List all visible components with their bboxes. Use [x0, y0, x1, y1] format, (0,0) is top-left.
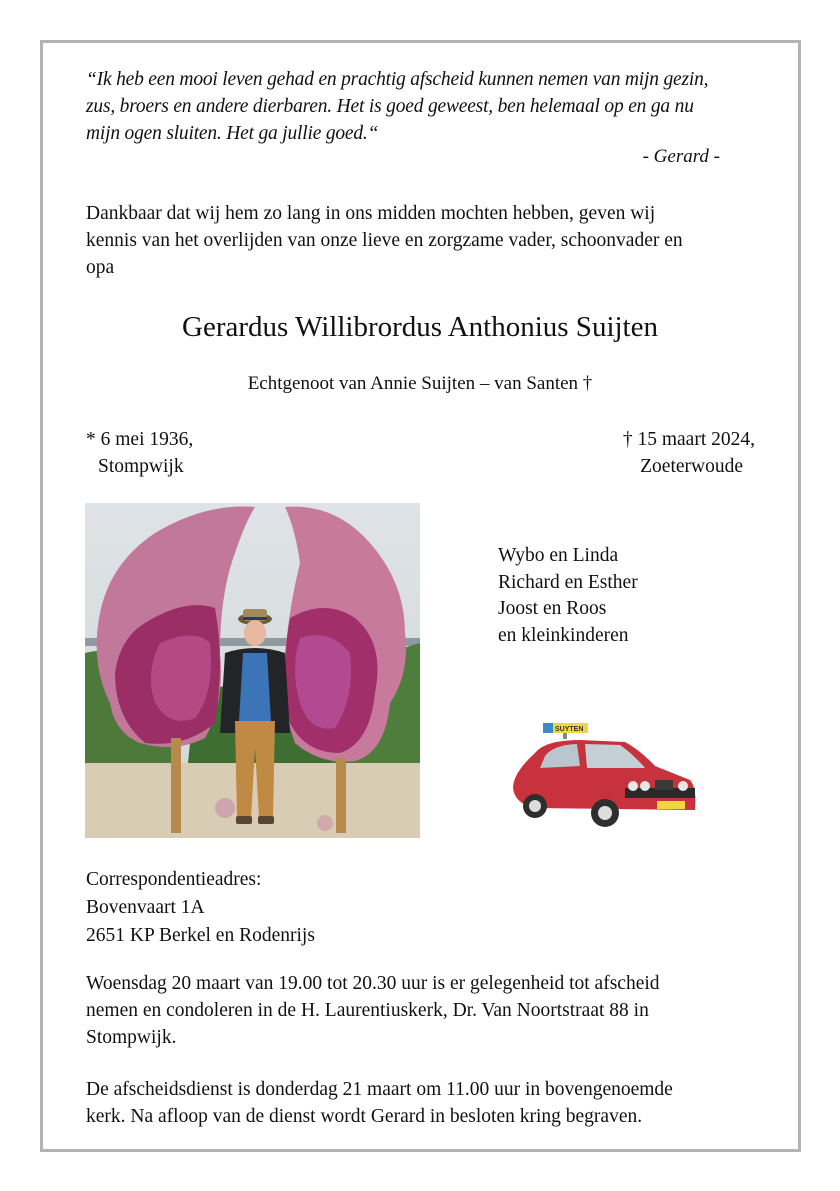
car-illustration	[505, 718, 705, 838]
address-street: Bovenvaart 1A	[86, 897, 205, 918]
portrait-photo	[85, 503, 420, 838]
quote-signature: - Gerard -	[642, 146, 720, 167]
intro-line: Dankbaar dat wij hem zo lang in ons midden mochten hebben, geven wij	[86, 203, 656, 224]
visitation-info	[86, 970, 776, 1051]
family-list	[498, 543, 638, 649]
death-info	[560, 426, 755, 480]
portrait-illustration	[85, 503, 420, 838]
farewell-quote	[86, 66, 766, 147]
deceased-name: Gerardus Willibrordus Anthonius Suijten	[182, 311, 658, 343]
funeral-service-info	[86, 1076, 776, 1130]
intro-line: kennis van het overlijden van onze lieve en zorgzame vader, schoonvader en	[86, 230, 683, 251]
quote-line: zus, broers en andere dierbaren. Het is goed geweest, ben helemaal op en ga nu	[86, 96, 694, 117]
roof-sign-text: SUYTEN	[555, 726, 584, 733]
birth-place: Stompwijk	[98, 456, 184, 477]
visitation-line: nemen en condoleren in de H. Laurentiuskerk, Dr. Van Noortstraat 88 in	[86, 1000, 649, 1021]
birth-date: * 6 mei 1936,	[86, 429, 194, 450]
quote-line: “Ik heb een mooi leven gehad en prachtig afscheid kunnen nemen van mijn gezin,	[86, 69, 709, 90]
address-label: Correspondentieadres:	[86, 869, 262, 890]
death-date: † 15 maart 2024,	[622, 429, 755, 450]
announcement-intro	[86, 200, 776, 281]
service-line: De afscheidsdienst is donderdag 21 maart om 11.00 uur in bovengenoemde	[86, 1079, 673, 1100]
intro-line: opa	[86, 257, 115, 278]
service-line: kerk. Na afloop van de dienst wordt Gerard in besloten kring begraven.	[86, 1106, 643, 1127]
quote-line: mijn ogen sluiten. Het ga jullie goed.“	[86, 123, 379, 144]
death-place: Zoeterwoude	[640, 456, 743, 477]
family-member: Richard en Esther	[498, 571, 638, 593]
birth-info	[86, 426, 193, 480]
visitation-line: Woensdag 20 maart van 19.00 tot 20.30 uur is er gelegenheid tot afscheid	[86, 973, 660, 994]
visitation-line: Stompwijk.	[86, 1027, 177, 1048]
family-member: Joost en Roos	[498, 598, 607, 619]
spouse-line: Echtgenoot van Annie Suijten – van Santen †	[247, 373, 593, 394]
address-city: 2651 KP Berkel en Rodenrijs	[86, 925, 315, 946]
driving-school-car-image	[505, 718, 705, 838]
correspondence-address	[86, 866, 315, 950]
family-member: en kleinkinderen	[498, 624, 629, 646]
family-member: Wybo en Linda	[498, 545, 619, 566]
